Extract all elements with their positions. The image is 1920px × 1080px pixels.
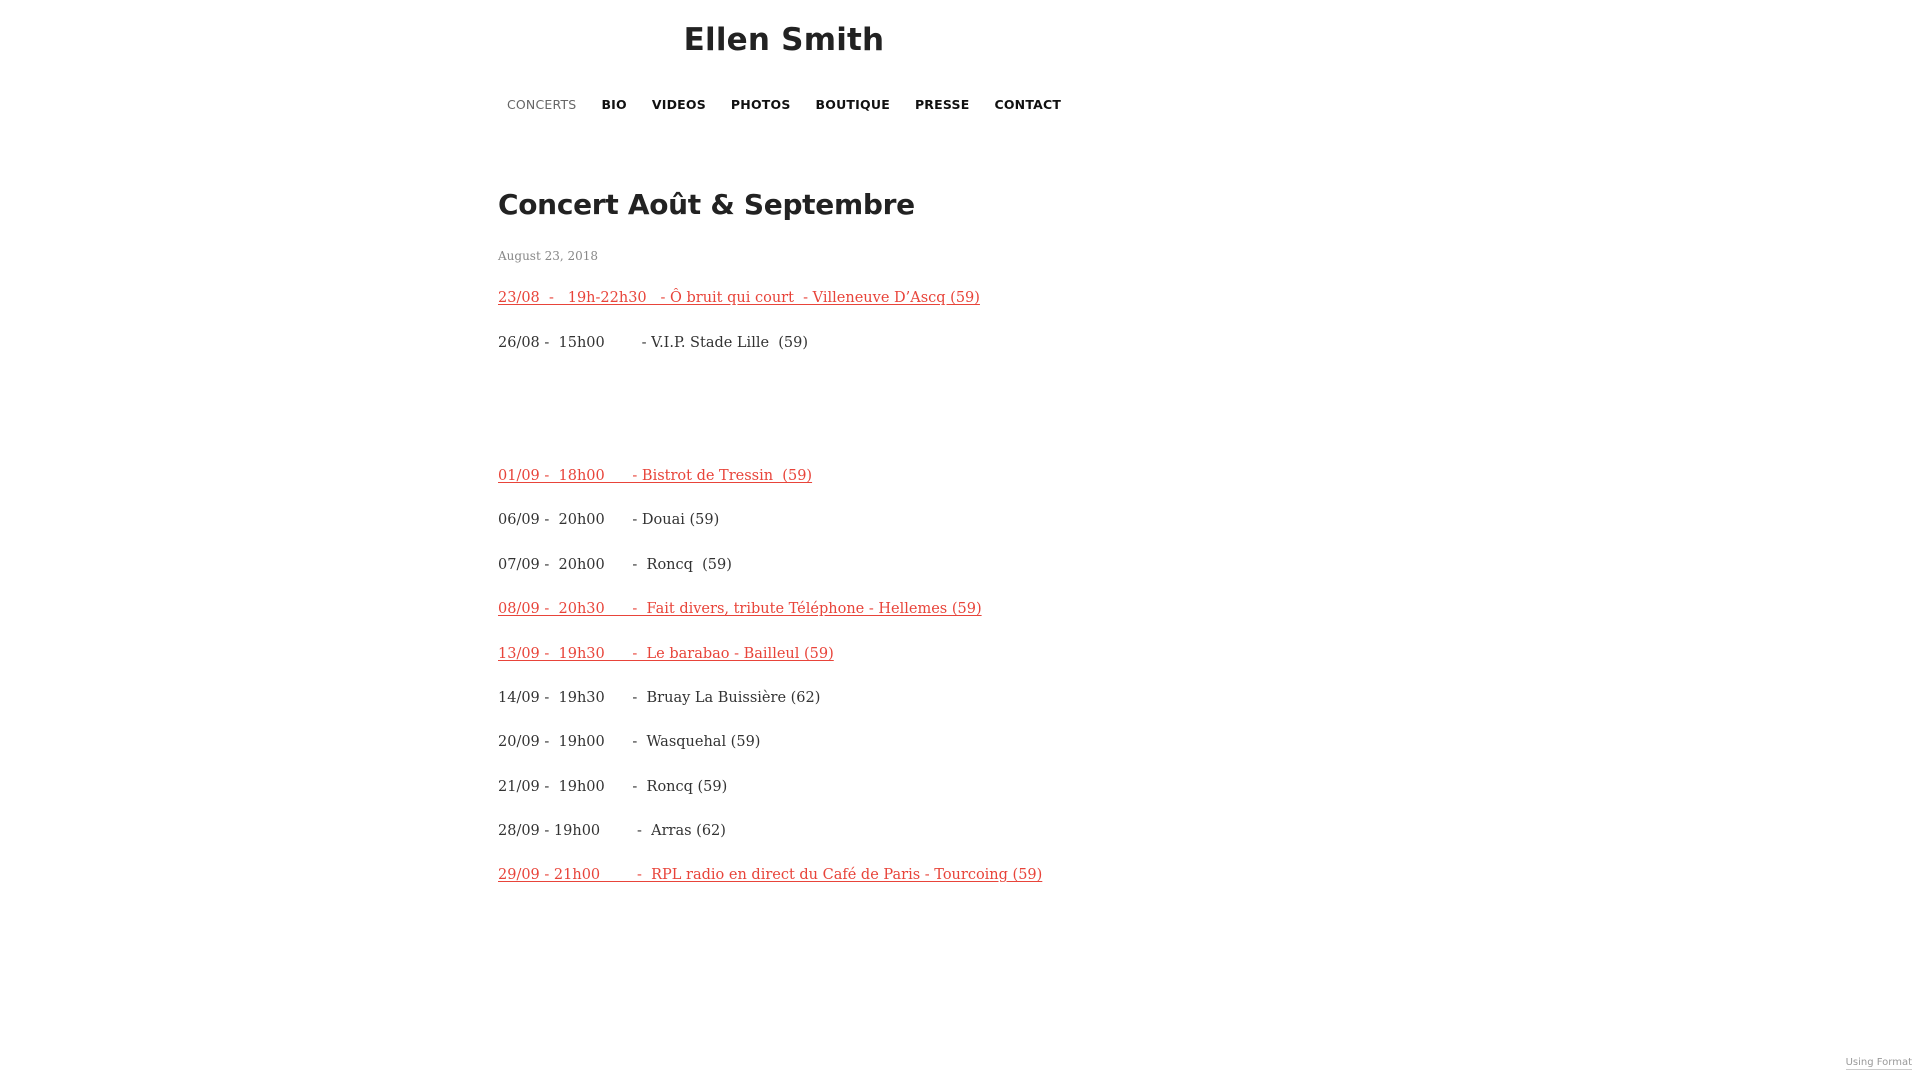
concert-entry: 07/09 - 20h00 - Roncq (59) [498, 557, 732, 573]
concert-entry[interactable]: 01/09 - 18h00 - Bistrot de Tressin (59) [498, 468, 813, 484]
concert-entry: 14/09 - 19h30 - Bruay La Buissière (62) [498, 690, 821, 706]
nav-presse[interactable]: PRESSE [914, 97, 970, 112]
nav-photos[interactable]: PHOTOS [730, 97, 791, 112]
main-nav [0, 97, 1568, 112]
using-format-link[interactable]: Using Format [1845, 1057, 1912, 1068]
nav-concerts[interactable]: CONCERTS [506, 97, 577, 112]
post-title: Concert Août & Septembre [498, 188, 915, 221]
concert-entry: 21/09 - 19h00 - Roncq (59) [498, 779, 728, 795]
concert-entry[interactable]: 08/09 - 20h30 - Fait divers, tribute Téléphone - Hellemes (59) [498, 601, 982, 617]
post [498, 188, 1138, 883]
concert-entry[interactable]: 13/09 - 19h30 - Le barabao - Bailleul (59) [498, 646, 834, 662]
concert-entry: 20/09 - 19h00 - Wasquehal (59) [498, 734, 761, 750]
site-title[interactable]: Ellen Smith [683, 22, 885, 58]
nav-bio[interactable]: BIO [601, 97, 627, 112]
concert-entry: 06/09 - 20h00 - Douai (59) [498, 512, 720, 528]
nav-boutique[interactable]: BOUTIQUE [815, 97, 890, 112]
nav-contact[interactable]: CONTACT [994, 97, 1062, 112]
concert-entry[interactable]: 23/08 - 19h-22h30 - Ô bruit qui court - Villeneuve D’Ascq (59) [498, 290, 980, 306]
post-date: August 23, 2018 [498, 249, 599, 263]
concert-entry: 26/08 - 15h00 - V.I.P. Stade Lille (59) [498, 335, 809, 351]
concert-entry: 28/09 - 19h00 - Arras (62) [498, 823, 726, 839]
nav-videos[interactable]: VIDEOS [651, 97, 706, 112]
concert-entry[interactable]: 29/09 - 21h00 - RPL radio en direct du Café de Paris - Tourcoing (59) [498, 867, 1043, 883]
